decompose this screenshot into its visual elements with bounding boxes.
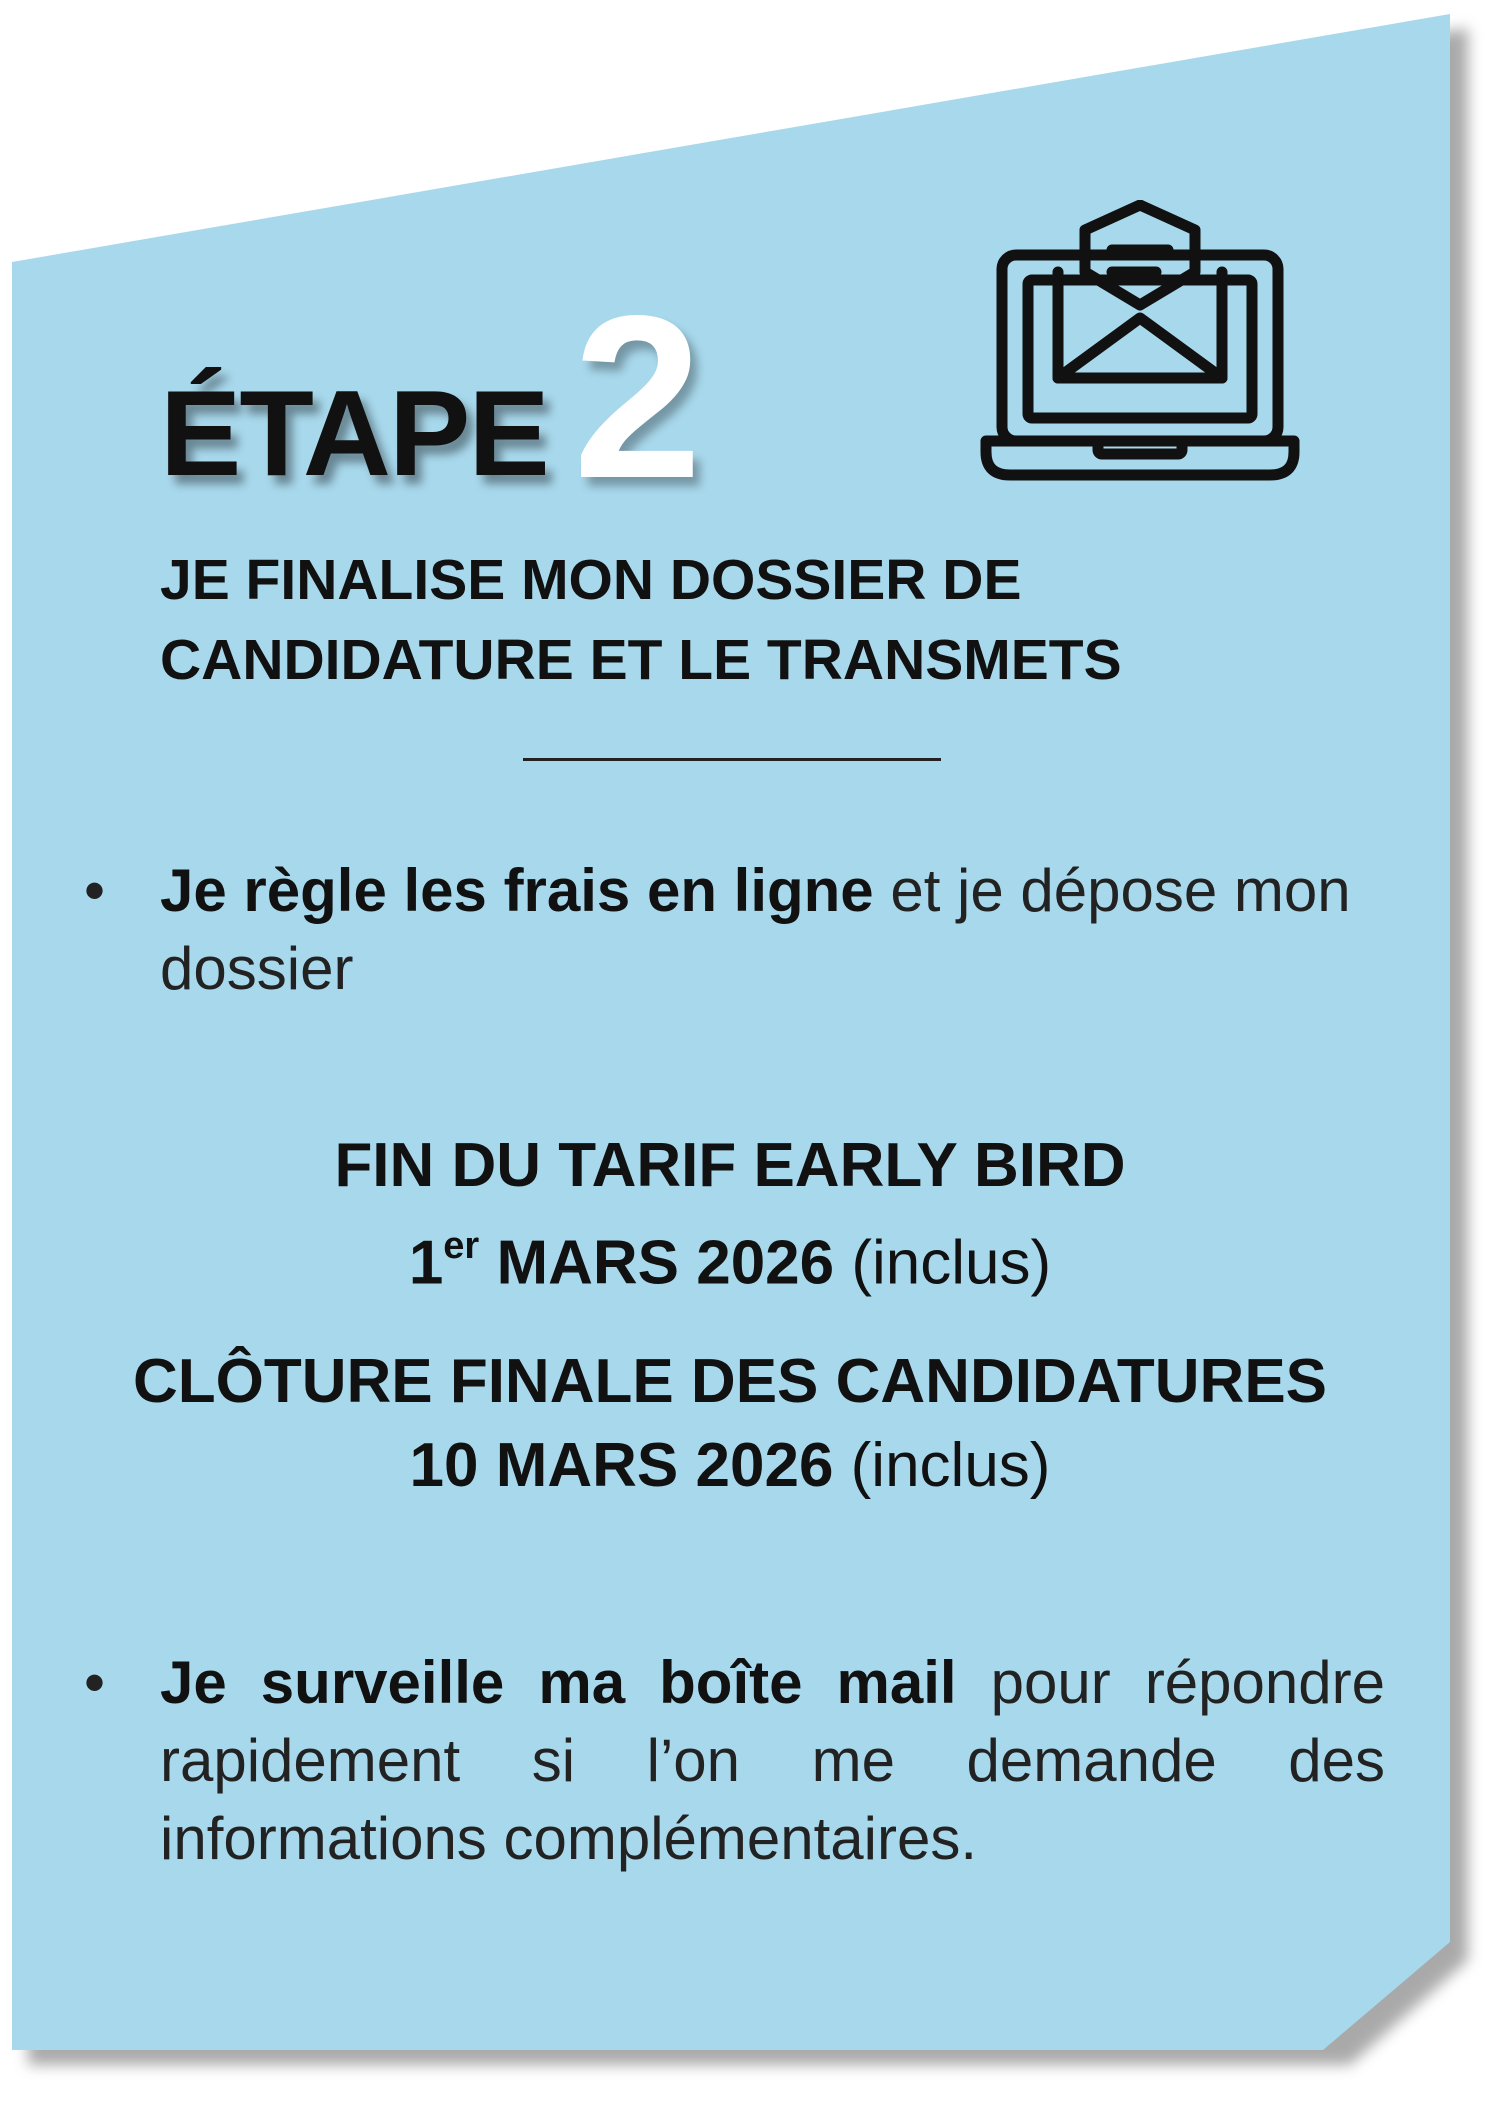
deadline-note: (inclus) [834,1228,1052,1298]
deadline-date: MARS 2026 [479,1228,835,1298]
deadline-note: (inclus) [833,1431,1051,1500]
deadline-day: 1 [408,1228,444,1298]
subtitle-line-1: JE FINALISE MON DOSSIER DE [160,548,1022,612]
deadline-final [80,1340,1380,1508]
list-item-text: pour répondre rapidement si l’on me demande des informations complémentaires. [160,1649,1385,1872]
list-item-bold-text: Je règle les frais en ligne [160,857,874,924]
step-subtitle [160,540,1260,700]
deadline-day-suffix: er [443,1225,480,1267]
list-item-watch-mailbox [84,1644,1385,1878]
list-item-bold-text: Je surveille ma boîte mail [160,1649,957,1716]
step-label: ÉTAPE [160,365,548,501]
step-number: 2 [573,268,703,527]
bullet-icon: • [84,857,106,924]
list-item-text: et je dépose mon dossier [160,857,1351,1002]
subtitle-line-2: CANDIDATURE ET LE TRANSMETS [160,628,1122,692]
divider [523,758,941,761]
list-item-pay-fees [84,852,1360,1008]
deadline-title: CLÔTURE FINALE DES CANDIDATURES [132,1347,1328,1416]
laptop-envelope-icon [980,200,1300,485]
deadline-date: 10 MARS 2026 [409,1431,834,1500]
bullet-icon: • [84,1649,106,1716]
deadline-title: FIN DU TARIF EARLY BIRD [334,1131,1126,1200]
deadline-early-bird [80,1124,1380,1306]
